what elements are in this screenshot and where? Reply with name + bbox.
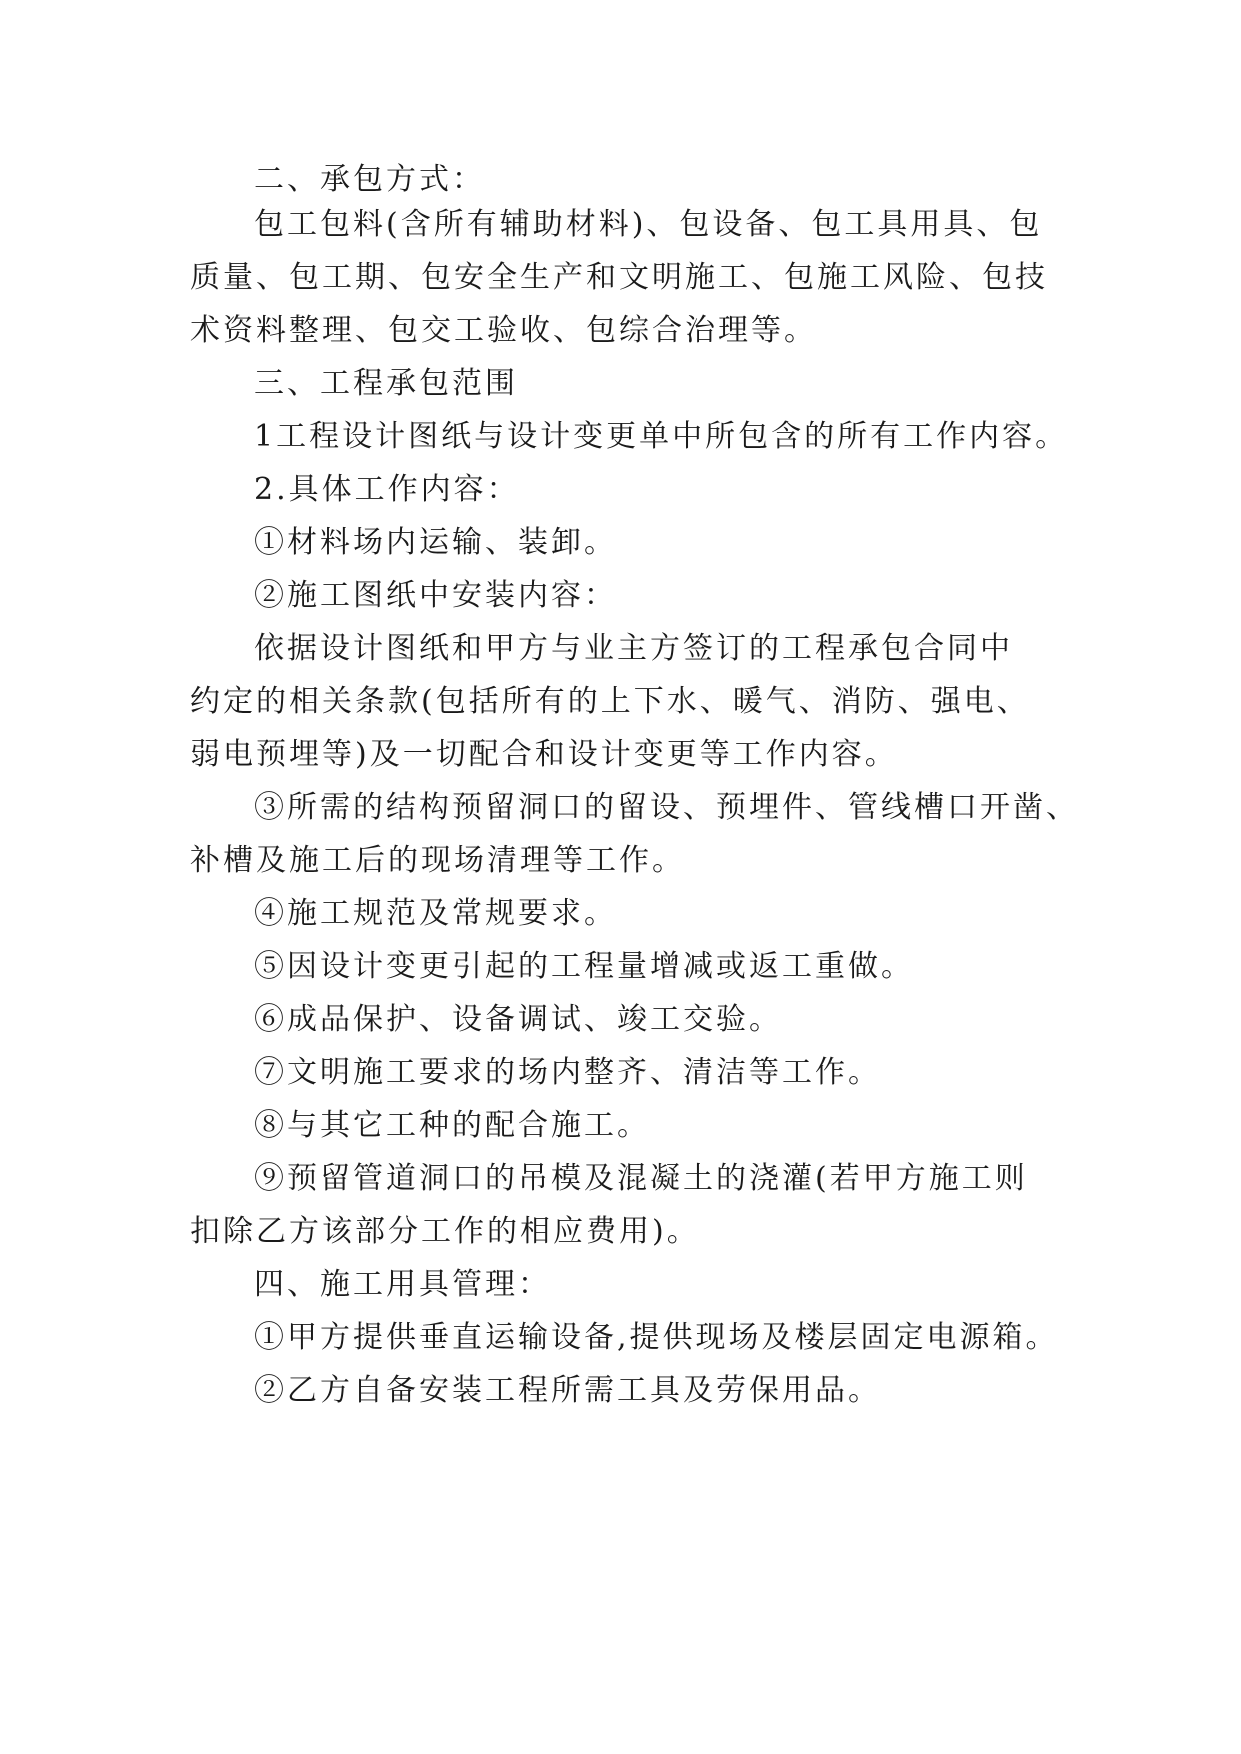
list-item: ②施工图纸中安装内容：: [254, 578, 617, 613]
section-heading-contract-method: 二、承包方式：: [254, 162, 485, 197]
list-item: 2.具体工作内容：: [254, 472, 520, 507]
list-item: ⑧与其它工种的配合施工。: [254, 1108, 650, 1143]
paragraph-line: 约定的相关条款(包括所有的上下水、暖气、消防、强电、: [190, 684, 1030, 719]
paragraph-line: 弱电预埋等)及一切配合和设计变更等工作内容。: [190, 737, 898, 772]
paragraph-line: 扣除乙方该部分工作的相应费用)。: [190, 1214, 700, 1249]
section-heading-tool-management: 四、施工用具管理：: [254, 1267, 551, 1302]
paragraph-line: 依据设计图纸和甲方与业主方签订的工程承包合同中: [254, 631, 1013, 666]
section-heading-scope: 三、工程承包范围: [254, 366, 518, 401]
paragraph-line: 术资料整理、包交工验收、包综合治理等。: [190, 313, 817, 348]
list-item: ①甲方提供垂直运输设备,提供现场及楼层固定电源箱。: [254, 1320, 1059, 1355]
list-item: ⑤因设计变更引起的工程量增减或返工重做。: [254, 949, 914, 984]
list-item: ⑨预留管道洞口的吊模及混凝土的浇灌(若甲方施工则: [254, 1161, 1028, 1196]
list-item: ⑦文明施工要求的场内整齐、清洁等工作。: [254, 1055, 881, 1090]
paragraph-line: 补槽及施工后的现场清理等工作。: [190, 843, 685, 878]
paragraph-line: 质量、包工期、包安全生产和文明施工、包施工风险、包技: [190, 260, 1048, 295]
list-item: ②乙方自备安装工程所需工具及劳保用品。: [254, 1373, 881, 1408]
list-item: 1工程设计图纸与设计变更单中所包含的所有工作内容。: [254, 419, 1069, 454]
list-item: ④施工规范及常规要求。: [254, 896, 617, 931]
list-item: ③所需的结构预留洞口的留设、预埋件、管线槽口开凿、: [254, 790, 1079, 825]
list-item: ①材料场内运输、装卸。: [254, 525, 617, 560]
paragraph-line: 包工包料(含所有辅助材料)、包设备、包工具用具、包: [254, 207, 1043, 242]
list-item: ⑥成品保护、设备调试、竣工交验。: [254, 1002, 782, 1037]
